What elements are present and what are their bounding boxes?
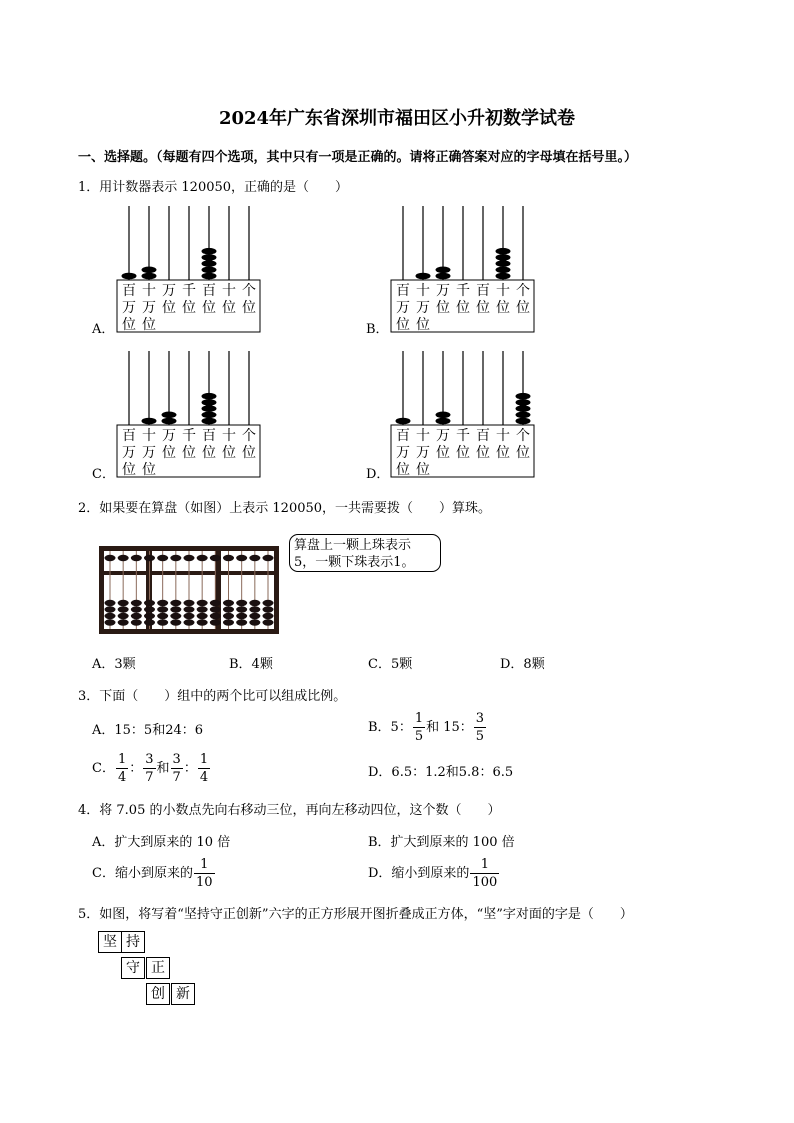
section-heading: 一、选择题。（每题有四个选项，其中只有一项是正确的。请将正确答案对应的字母填在括号里。） (78, 150, 638, 165)
suanpan-lower-bead (105, 613, 116, 619)
suanpan-lower-bead (236, 600, 247, 606)
place-label: 万 (396, 445, 410, 461)
q3-b-prefix: B．5： (368, 720, 412, 735)
counter-bead (202, 260, 217, 267)
place-label: 位 (396, 462, 410, 478)
place-label: 百 (122, 428, 136, 444)
suanpan-lower-bead (197, 619, 208, 625)
counter-bead (142, 418, 157, 425)
page-title: 2024年广东省深圳市福田区小升初数学试卷 (218, 108, 576, 129)
q3-option-c: C． $\frac{1}{4}$ ： $\frac{3}{7}$ 和 $\frac{3}{7}$ ： $\frac{1}{4}$ (92, 752, 209, 785)
q2-option-a: A．3颗 (92, 657, 136, 672)
place-label: 位 (496, 445, 510, 461)
question-3-stem: 3．下面（ ）组中的两个比可以组成比例。 (78, 689, 347, 704)
counter-bead (142, 273, 157, 280)
counter-bead (436, 412, 451, 419)
bubble-line-1: 算盘上一颗上珠表示 (294, 538, 412, 553)
counter-bead (496, 254, 511, 261)
counter-frame (92, 200, 267, 335)
suanpan-lower-bead (236, 619, 247, 625)
counter-bead (202, 418, 217, 425)
place-label: 十 (416, 283, 430, 299)
option-a-label: A． (92, 322, 115, 337)
counter-bead (202, 399, 217, 406)
q3-option-a: A．15：5和24：6 (92, 723, 204, 738)
suanpan-lower-bead (197, 606, 208, 612)
suanpan-upper-bead (157, 555, 168, 561)
place-label: 十 (142, 283, 156, 299)
suanpan-lower-bead (263, 613, 274, 619)
suanpan-lower-bead (157, 600, 168, 606)
suanpan-lower-bead (170, 613, 181, 619)
place-label: 百 (396, 428, 410, 444)
place-label: 位 (162, 445, 176, 461)
place-label: 千 (456, 283, 470, 299)
place-label: 位 (122, 317, 136, 333)
place-label: 位 (202, 300, 216, 316)
place-label: 千 (182, 428, 196, 444)
place-label: 位 (416, 462, 430, 478)
suanpan-lower-bead (118, 600, 129, 606)
question-4-stem: 4．将 7.05 的小数点先向右移动三位，再向左移动四位，这个数（ ） (78, 803, 501, 818)
place-label: 十 (496, 283, 510, 299)
q2-option-d: D．8颗 (500, 657, 545, 672)
counter-bead (516, 405, 531, 412)
place-label: 千 (182, 283, 196, 299)
place-label: 千 (456, 428, 470, 444)
suanpan-lower-bead (249, 613, 260, 619)
suanpan-lower-bead (210, 606, 221, 612)
counter-bead (436, 267, 451, 274)
suanpan-lower-bead (105, 606, 116, 612)
suanpan-lower-bead (197, 613, 208, 619)
suanpan-lower-bead (249, 619, 260, 625)
place-label: 位 (142, 462, 156, 478)
place-label: 万 (162, 283, 176, 299)
suanpan-lower-bead (223, 606, 234, 612)
place-label: 百 (122, 283, 136, 299)
net-cell-shou: 守 (121, 957, 145, 979)
counter-bead (516, 393, 531, 400)
counter-bead (202, 248, 217, 255)
place-label: 位 (516, 445, 530, 461)
place-label: 万 (436, 428, 450, 444)
suanpan-lower-bead (170, 600, 181, 606)
suanpan-lower-bead (223, 600, 234, 606)
place-label: 十 (416, 428, 430, 444)
counter-bead (436, 273, 451, 280)
suanpan-upper-bead (144, 555, 155, 561)
net-cell-chuang: 创 (146, 983, 170, 1005)
place-label: 十 (222, 428, 236, 444)
suanpan-lower-bead (210, 613, 221, 619)
q3-option-d: D．6.5：1.2和5.8：6.5 (368, 765, 514, 780)
net-cell-jian: 坚 (98, 931, 122, 953)
suanpan-upper-bead (105, 555, 116, 561)
suanpan-lower-bead (144, 613, 155, 619)
place-label: 百 (202, 283, 216, 299)
option-d-label: D． (366, 467, 390, 482)
net-cell-zheng: 正 (146, 957, 170, 979)
suanpan-lower-bead (105, 619, 116, 625)
suanpan-upper-bead (236, 555, 247, 561)
place-label: 位 (456, 445, 470, 461)
suanpan-upper-bead (170, 555, 181, 561)
counter-bead (496, 248, 511, 255)
option-b-label: B． (366, 322, 389, 337)
place-label: 位 (142, 317, 156, 333)
place-label: 位 (476, 300, 490, 316)
fraction: $\frac{3}{5}$ (475, 711, 485, 744)
counter-bead (202, 273, 217, 280)
place-label: 位 (516, 300, 530, 316)
place-label: 位 (416, 317, 430, 333)
place-label: 百 (396, 283, 410, 299)
counter-bead (142, 267, 157, 274)
place-label: 个 (242, 283, 256, 299)
suanpan-upper-bead (184, 555, 195, 561)
suanpan-lower-bead (263, 600, 274, 606)
place-label: 十 (496, 428, 510, 444)
place-label: 万 (416, 300, 430, 316)
suanpan-lower-bead (118, 613, 129, 619)
place-label: 位 (202, 445, 216, 461)
q3-option-b (368, 710, 487, 745)
question-5-stem: 5．如图，将写着“坚持守正创新”六字的正方形展开图折叠成正方体，“坚”字对面的字是（ ） (78, 907, 633, 922)
counter-bead (122, 273, 137, 280)
suanpan-upper-bead (263, 555, 274, 561)
counter-bead (496, 267, 511, 274)
suanpan-lower-bead (249, 600, 260, 606)
counter-bead (436, 418, 451, 425)
suanpan-lower-bead (236, 606, 247, 612)
suanpan-lower-bead (249, 606, 260, 612)
fraction: $\frac{1}{5}$ (414, 711, 424, 744)
place-label: 位 (242, 445, 256, 461)
place-label: 百 (476, 428, 490, 444)
suanpan-lower-bead (170, 619, 181, 625)
suanpan-lower-bead (131, 600, 142, 606)
suanpan-lower-bead (223, 619, 234, 625)
suanpan-lower-bead (223, 613, 234, 619)
q4-option-c: C．缩小到原来的 $\frac{1}{10}$ (92, 857, 213, 890)
counter-bead (516, 399, 531, 406)
suanpan-lower-bead (144, 619, 155, 625)
suanpan-upper-bead (210, 555, 221, 561)
fraction: $\frac{1}{10}$ (195, 857, 213, 890)
counter-bead (416, 273, 431, 280)
counter-bead (202, 267, 217, 274)
place-label: 十 (142, 428, 156, 444)
fraction: $\frac{1}{4}$ (117, 752, 127, 785)
suanpan-lower-bead (184, 606, 195, 612)
counter-bead (202, 393, 217, 400)
counter-bead (162, 412, 177, 419)
place-label: 位 (476, 445, 490, 461)
suanpan-upper-bead (118, 555, 129, 561)
suanpan-lower-bead (131, 619, 142, 625)
place-label: 百 (476, 283, 490, 299)
place-label: 万 (436, 283, 450, 299)
place-label: 个 (516, 428, 530, 444)
suanpan-lower-bead (157, 613, 168, 619)
suanpan-lower-bead (105, 600, 116, 606)
suanpan-lower-bead (210, 600, 221, 606)
counter-bead (162, 418, 177, 425)
counter-bead (396, 418, 411, 425)
suanpan-lower-bead (197, 600, 208, 606)
place-label: 位 (242, 300, 256, 316)
place-label: 个 (516, 283, 530, 299)
suanpan-lower-bead (236, 613, 247, 619)
suanpan-lower-bead (131, 606, 142, 612)
bubble-line-2: 5，一颗下珠表示1。 (294, 555, 415, 570)
place-label: 位 (182, 300, 196, 316)
suanpan-image (98, 545, 280, 635)
place-label: 位 (182, 445, 196, 461)
counter-bead (496, 260, 511, 267)
question-1-stem: 1．用计数器表示 120050，正确的是（ ） (78, 180, 349, 195)
place-label: 位 (436, 445, 450, 461)
counter-frame (366, 345, 541, 480)
fraction: $\frac{1}{4}$ (199, 752, 209, 785)
counter-frame (92, 345, 267, 480)
suanpan-lower-bead (131, 613, 142, 619)
suanpan-upper-bead (249, 555, 260, 561)
q4-option-b: B．扩大到原来的 100 倍 (368, 835, 515, 850)
place-label: 位 (396, 317, 410, 333)
fraction: $\frac{3}{7}$ (172, 752, 181, 785)
place-label: 万 (142, 445, 156, 461)
place-label: 位 (222, 300, 236, 316)
counter-frame (366, 200, 541, 335)
place-label: 位 (162, 300, 176, 316)
place-label: 位 (456, 300, 470, 316)
suanpan-lower-bead (170, 606, 181, 612)
counter-bead (516, 412, 531, 419)
place-label: 万 (162, 428, 176, 444)
net-cell-chi: 持 (121, 931, 145, 953)
suanpan-lower-bead (144, 600, 155, 606)
suanpan-lower-bead (118, 606, 129, 612)
suanpan-lower-bead (263, 606, 274, 612)
speech-bubble (289, 534, 441, 572)
fraction: $\frac{1}{100}$ (472, 857, 498, 890)
place-label: 万 (416, 445, 430, 461)
option-c-label: C． (92, 467, 115, 482)
net-cell-xin: 新 (171, 983, 195, 1005)
suanpan-lower-bead (184, 619, 195, 625)
fraction: $\frac{3}{7}$ (145, 752, 154, 785)
suanpan-upper-bead (197, 555, 208, 561)
counter-bead (202, 254, 217, 261)
place-label: 位 (122, 462, 136, 478)
place-label: 十 (222, 283, 236, 299)
place-label: 百 (202, 428, 216, 444)
place-label: 万 (122, 300, 136, 316)
suanpan-lower-bead (263, 619, 274, 625)
suanpan-lower-bead (210, 619, 221, 625)
suanpan-upper-bead (131, 555, 142, 561)
place-label: 万 (122, 445, 136, 461)
q2-option-b: B．4颗 (229, 657, 273, 672)
suanpan-upper-bead (223, 555, 234, 561)
q2-option-c: C．5颗 (368, 657, 413, 672)
counter-bead (202, 405, 217, 412)
suanpan-lower-bead (157, 606, 168, 612)
counter-bead (516, 418, 531, 425)
place-label: 位 (222, 445, 236, 461)
suanpan-lower-bead (118, 619, 129, 625)
q4-option-d: D．缩小到原来的 $\frac{1}{100}$ (368, 857, 498, 890)
counter-bead (202, 412, 217, 419)
place-label: 万 (142, 300, 156, 316)
suanpan-lower-bead (184, 613, 195, 619)
q3-b-mid: 和 15： (426, 720, 473, 735)
question-2-stem: 2．如果要在算盘（如图）上表示 120050，一共需要拨（ ）算珠。 (78, 501, 492, 516)
suanpan-lower-bead (144, 606, 155, 612)
place-label: 个 (242, 428, 256, 444)
counter-bead (496, 273, 511, 280)
q4-option-a: A．扩大到原来的 10 倍 (92, 835, 231, 850)
suanpan-lower-bead (157, 619, 168, 625)
place-label: 万 (396, 300, 410, 316)
place-label: 位 (436, 300, 450, 316)
suanpan-lower-bead (184, 600, 195, 606)
place-label: 位 (496, 300, 510, 316)
